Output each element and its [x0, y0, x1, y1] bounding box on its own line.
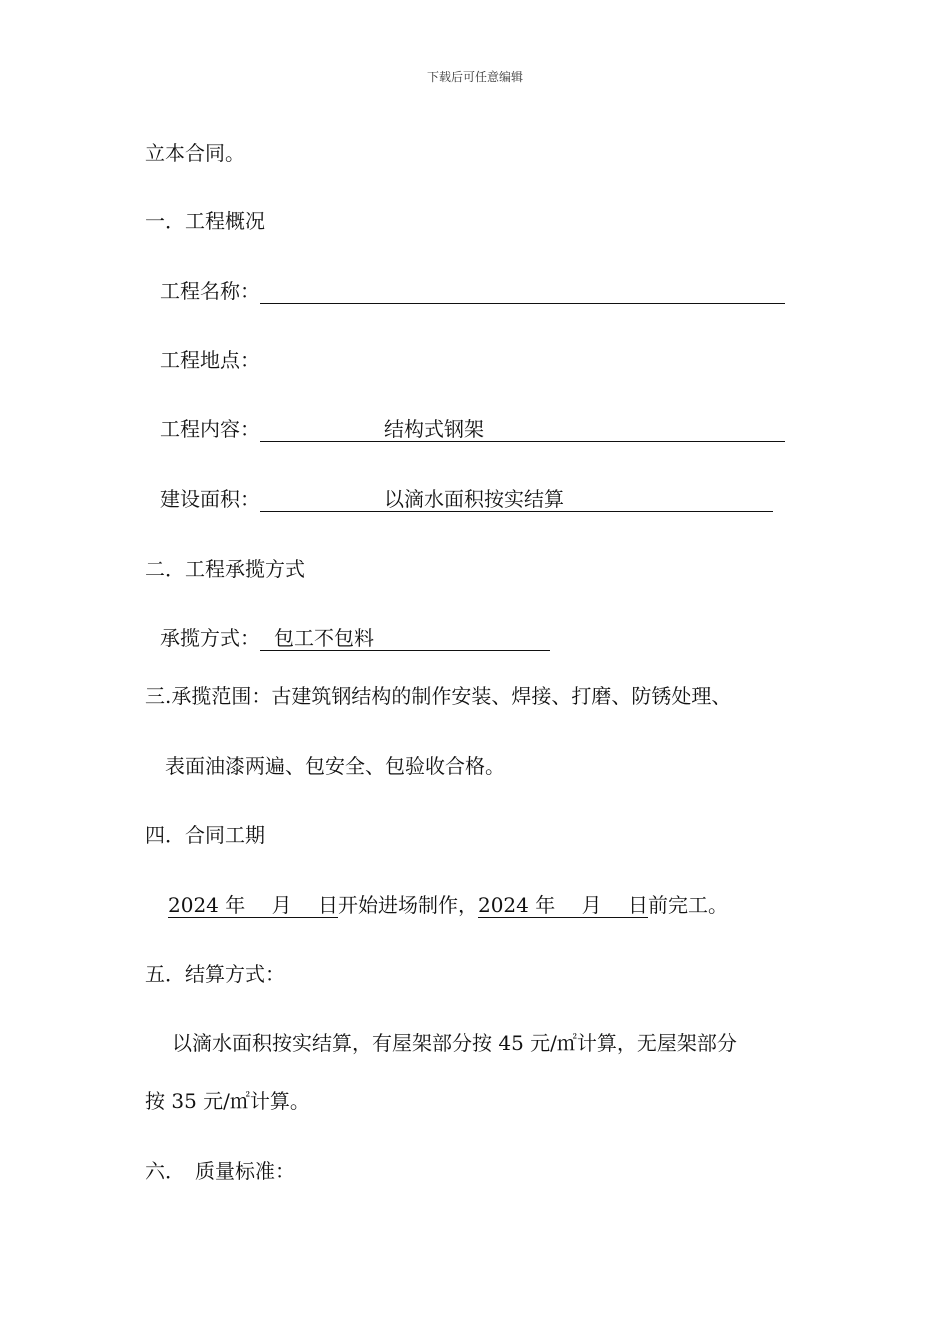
project-content-label: 工程内容：	[160, 417, 260, 441]
build-area-label: 建设面积：	[160, 487, 260, 511]
section-5-line-2: 按 35 元/㎡计算。	[145, 1089, 310, 1113]
period-start-date: 2024 年 月 日	[168, 893, 338, 917]
project-location-row	[160, 347, 260, 373]
project-name-label: 工程名称：	[160, 279, 260, 303]
intro-line: 立本合同。	[145, 141, 245, 165]
project-content-value: 结构式钢架	[260, 417, 785, 442]
contract-mode-label: 承揽方式：	[160, 626, 260, 650]
section-2-title: 二．工程承揽方式	[145, 557, 305, 581]
contract-period-row	[168, 892, 728, 918]
contract-mode-value: 包工不包料	[260, 626, 550, 651]
project-location-label: 工程地点：	[160, 348, 260, 372]
project-name-blank	[260, 279, 785, 304]
section-3-line-1: 三.承揽范围：古建筑钢结构的制作安装、焊接、打磨、防锈处理、	[145, 684, 732, 708]
section-3-line-2: 表面油漆两遍、包安全、包验收合格。	[165, 754, 505, 778]
period-mid-text: 开始进场制作，	[337, 893, 478, 917]
section-5-title: 五．结算方式：	[145, 962, 285, 986]
contract-mode-row	[160, 625, 550, 651]
period-tail-text: 前完工。	[647, 893, 728, 917]
project-content-row	[160, 416, 785, 442]
page-header-note: 下载后可任意编辑	[426, 70, 523, 84]
section-6-title: 六． 质量标准：	[145, 1159, 295, 1183]
section-4-title: 四．合同工期	[145, 823, 265, 847]
period-end-date: 2024 年 月 日	[477, 893, 648, 917]
section-5-line-1: 以滴水面积按实结算，有屋架部分按 45 元/㎡计算，无屋架部分	[172, 1031, 737, 1055]
build-area-row	[160, 486, 773, 512]
section-1-title: 一．工程概况	[145, 209, 265, 233]
build-area-value: 以滴水面积按实结算	[260, 487, 773, 512]
project-name-row	[160, 278, 785, 304]
